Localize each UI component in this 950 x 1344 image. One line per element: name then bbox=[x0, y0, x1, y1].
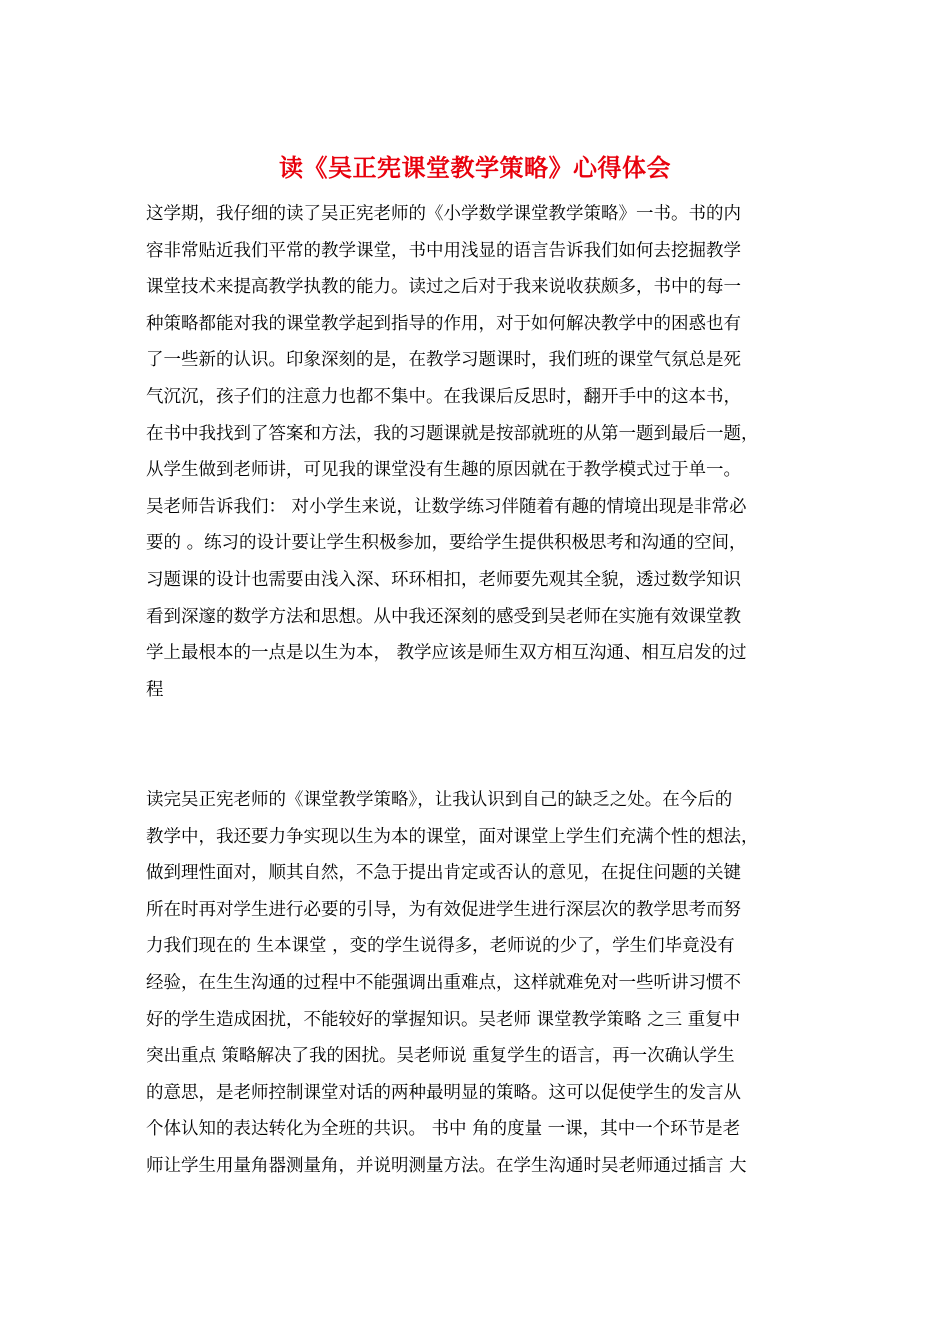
text-line: 所在时再对学生进行必要的引导，为有效促进学生进行深层次的教学思考而努 bbox=[146, 899, 741, 920]
text-line: 好的学生造成困扰，不能较好的掌握知识。吴老师 课堂教学策略 之三 重复中 bbox=[146, 1009, 741, 1030]
paragraph-1 bbox=[146, 196, 810, 708]
text-line: 习题课的设计也需要由浅入深、环环相扣，老师要先观其全貌，透过数学知识 bbox=[146, 569, 741, 590]
text-line: 课堂技术来提高教学执教的能力。读过之后对于我来说收获颇多，书中的每一 bbox=[146, 277, 741, 298]
text-line: 师让学生用量角器测量角，并说明测量方法。在学生沟通时吴老师通过插言 大 bbox=[146, 1155, 747, 1176]
text-line: 突出重点 策略解决了我的困扰。吴老师说 重复学生的语言，再一次确认学生 bbox=[146, 1046, 735, 1067]
document-title: 读《吴正宪课堂教学策略》心得体会 bbox=[279, 153, 671, 182]
text-line: 了一些新的认识。印象深刻的是，在教学习题课时，我们班的课堂气氛总是死 bbox=[146, 350, 741, 371]
text-line: 气沉沉，孩子们的注意力也都不集中。在我课后反思时，翻开手中的这本书， bbox=[146, 386, 741, 407]
text-line: 从学生做到老师讲，可见我的课堂没有生趣的原因就在于教学模式过于单一。 bbox=[146, 460, 741, 481]
text-line: 程 bbox=[146, 679, 164, 700]
text-line: 学上最根本的一点是以生为本， 教学应该是师生双方相互沟通、相互启发的过 bbox=[146, 643, 747, 664]
text-line: 教学中，我还要力争实现以生为本的课堂，面对课堂上学生们充满个性的想法， bbox=[146, 826, 759, 847]
text-line: 吴老师告诉我们： 对小学生来说，让数学练习伴随着有趣的情境出现是非常必 bbox=[146, 496, 747, 517]
text-line: 看到深邃的数学方法和思想。从中我还深刻的感受到吴老师在实施有效课堂教 bbox=[146, 606, 741, 627]
paragraph-2 bbox=[146, 782, 810, 1185]
text-line: 要的 。练习的设计要让学生积极参加，要给学生提供积极思考和沟通的空间， bbox=[146, 533, 747, 554]
text-line: 的意思，是老师控制课堂对话的两种最明显的策略。这可以促使学生的发言从 bbox=[146, 1082, 741, 1103]
text-line: 读完吴正宪老师的《课堂教学策略》，让我认识到自己的缺乏之处。在今后的 bbox=[146, 790, 733, 810]
text-line: 做到理性面对，顺其自然，不急于提出肯定或否认的意见，在捉住问题的关键 bbox=[146, 863, 741, 884]
text-line: 这学期，我仔细的读了吴正宪老师的《小学数学课堂教学策略》一书。书的内 bbox=[146, 204, 741, 224]
text-line: 在书中我找到了答案和方法，我的习题课就是按部就班的从第一题到最后一题， bbox=[146, 423, 759, 444]
text-line: 力我们现在的 生本课堂 ，变的学生说得多，老师说的少了，学生们毕竟没有 bbox=[146, 936, 735, 957]
text-line: 容非常贴近我们平常的教学课堂，书中用浅显的语言告诉我们如何去挖掘教学 bbox=[146, 240, 741, 261]
text-line: 个体认知的表达转化为全班的共识。 书中 角的度量 一课，其中一个环节是老 bbox=[146, 1119, 741, 1140]
text-line: 种策略都能对我的课堂教学起到指导的作用，对于如何解决教学中的困惑也有 bbox=[146, 313, 741, 334]
text-line: 经验，在生生沟通的过程中不能强调出重难点，这样就难免对一些听讲习惯不 bbox=[146, 972, 741, 993]
